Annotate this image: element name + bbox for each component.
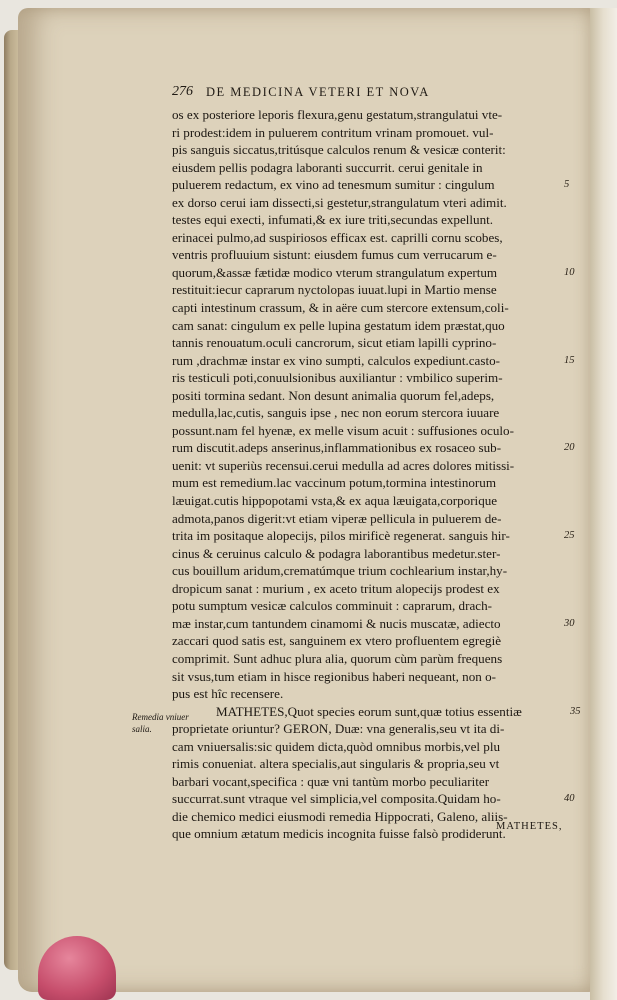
text-line: succurrat.sunt vtraque vel simplicia,vel composita.Quidam ho-: [172, 791, 501, 807]
text-line: mæ instar,cum tantundem cinamomi & nucis muscatæ, adiecto: [172, 615, 501, 631]
text-line: pus est hîc recensere.: [172, 686, 284, 702]
text-line: trita im positaque alopecijs, pilos mirificè regenerat. sanguis hir-: [172, 528, 510, 544]
page-number: 276: [172, 84, 193, 99]
line-number: 5: [564, 179, 570, 191]
text-line: positi tormina sedant. Non desunt animalia quorum fel,adeps,: [172, 387, 495, 403]
text-line: die chemico medici eiusmodi remedia Hippocrati, Galeno, aliis-: [172, 808, 508, 824]
line-number: 10: [564, 266, 575, 278]
text-line: ri prodest:idem in puluerem contritum vrinam promouet. vul-: [172, 124, 494, 140]
text-line: rimis conueniat. altera specialis,aut singularis & propria,seu vt: [172, 756, 500, 772]
text-line: ex dorso cerui iam dissecti,si gestetur,strangulatum vteri adimit.: [172, 194, 507, 210]
text-line: eiusdem pellis podagra laboranti succurrit. cerui genitale in: [172, 159, 483, 175]
text-line: zaccari quod satis est, sanguinem ex vtero profluentem egregiè: [172, 633, 502, 649]
text-line: barbari vocant,specifica : quæ vni tantùm morbo peculiariter: [172, 773, 490, 789]
text-line: possunt.nam fel hyenæ, ex melle visum acuit : suffusiones oculo-: [172, 422, 514, 438]
text-line: cam sanat: cingulum ex pelle lupina gestatum idem præstat,quo: [172, 317, 505, 333]
running-title: DE MEDICINA VETERI ET NOVA: [206, 85, 430, 99]
catchword: MATHETES,: [496, 821, 563, 832]
line-number: 20: [564, 442, 575, 454]
text-line: restituit:iecur caprarum nyctolopas iuuat.lupi in Martio mense: [172, 282, 497, 298]
line-number: 35: [570, 705, 581, 717]
text-line: os ex posteriore leporis flexura,genu gestatum,strangulatui vte-: [172, 107, 503, 122]
text-line: erinacei pulmo,ad suspiriosos efficax est. caprilli cornu scobes,: [172, 229, 503, 245]
marginal-note: Remedia vniuer salia.: [132, 712, 189, 734]
line-number: 40: [564, 793, 575, 805]
text-line: potu sumptum vesicæ calculos comminuit : caprarum, drach-: [172, 598, 492, 614]
text-line: sit vsus,tum etiam in hisce regionibus haberi nequeant, non o-: [172, 668, 497, 684]
line-number: 30: [564, 617, 575, 629]
line-number: 25: [564, 530, 575, 542]
text-line: cam vniuersalis:sic quidem dicta,quòd omnibus morbis,vel plu: [172, 738, 501, 754]
text-line: comprimit. Sunt adhuc plura alia, quorum cùm parùm frequens: [172, 650, 503, 666]
text-line: ris testiculi poti,conuulsionibus auxiliantur : vmbilico superim-: [172, 370, 503, 386]
text-line: pis sanguis siccatus,tritúsque calculos renum & vesicæ conterit:: [172, 142, 506, 158]
text-line: que omnium ætatum medicis incognita fuisse falsò prodiderunt.: [172, 826, 506, 842]
running-header: [172, 84, 592, 104]
text-line: tannis renouatum.oculi cancrorum, sicut etiam lapilli cyprino-: [172, 335, 497, 351]
facing-page-edge: [590, 8, 617, 1000]
text-line: cus bouillum aridum,crematúmque trium cochlearium instar,hy-: [172, 563, 508, 579]
text-line: ventris profluuium sistunt: eiusdem fumus cum verrucarum e-: [172, 247, 497, 263]
text-line: capti intestinum crassum, & in aëre cum stercore extensum,coli-: [172, 300, 509, 316]
text-line: quorum,&assæ fætidæ modico vterum strangulatum expertum: [172, 264, 498, 280]
text-line: uenit: vt superiùs recensui.cerui medulla ad acres dolores mitissi-: [172, 457, 515, 473]
text-line: mum est remedium.lac vaccinum potum,tormina intestinorum: [172, 475, 496, 491]
text-line: læuigat.cutis hippopotami vsta,& ex aqua læuigata,corporique: [172, 493, 498, 509]
text-line: proprietate oriuntur? GERON, Duæ: vna generalis,seu vt ita di-: [172, 721, 505, 737]
text-line: admota,panos digerit:vt etiam viperæ pellicula in puluerem de-: [172, 510, 502, 526]
text-line: testes equi execti, infumati,& ex iure triti,secundas expellunt.: [172, 212, 494, 228]
text-line: MATHETES,Quot species eorum sunt,quæ totius essentiæ: [216, 703, 522, 719]
text-line: cinus & ceruinus calculo & podagra laborantibus medetur.ster-: [172, 545, 501, 561]
line-number: 15: [564, 354, 575, 366]
main-text-block: [172, 106, 572, 843]
text-line: dropicum sanat : murium , ex aceto tritum alopecijs prodest ex: [172, 580, 500, 596]
text-line: puluerem redactum, ex vino ad tenesmum sumitur : cingulum: [172, 177, 495, 193]
text-line: rum ,drachmæ instar ex vino sumpti, calculos expediunt.casto-: [172, 352, 500, 368]
text-line: medulla,lac,cutis, sanguis ipse , nec non eorum stercora iuuare: [172, 405, 500, 421]
text-line: rum discutit.adeps anserinus,inflammationibus ex rosaceo sub-: [172, 440, 502, 456]
